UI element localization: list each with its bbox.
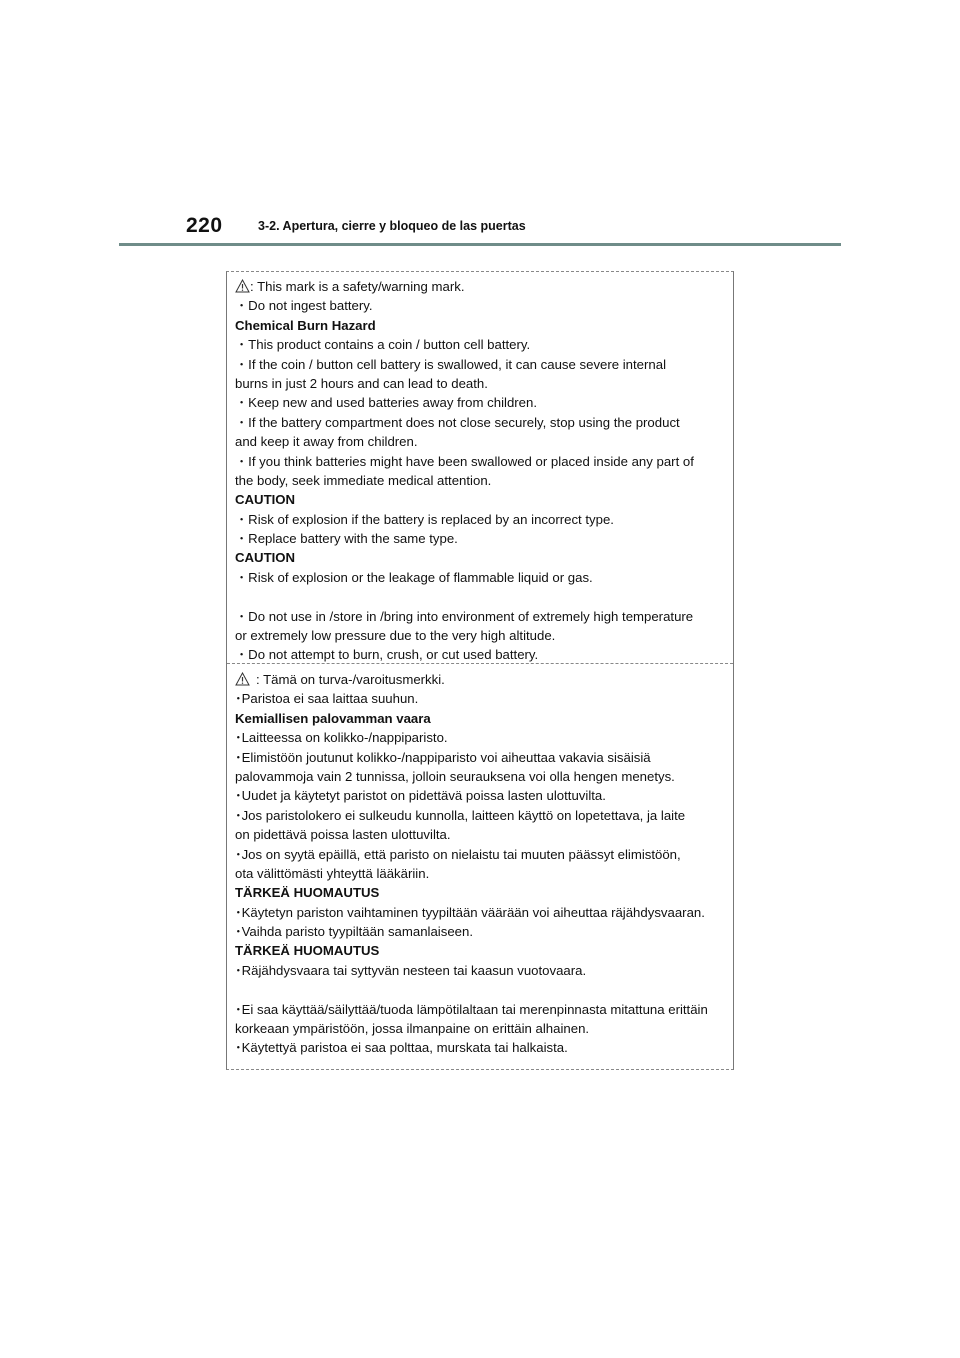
finnish-warning-mark-line [235, 670, 729, 689]
english-warning-block [235, 277, 729, 665]
finnish-heading: Kemiallisen palovamman vaara [235, 710, 431, 726]
finnish-line: ･Elimistöön joutunut kolikko-/nappiparisto voi aiheuttaa vakavia sisäisiä [235, 749, 651, 765]
finnish-line: ･Käytetyn pariston vaihtaminen tyypiltään väärään voi aiheuttaa räjähdysvaaran. [235, 904, 705, 920]
english-line: ・If the battery compartment does not close securely, stop using the product [235, 414, 680, 430]
finnish-line: korkeaan ympäristöön, jossa ilmanpaine on erittäin alhainen. [235, 1021, 590, 1037]
finnish-line: ･Laitteessa on kolikko-/nappiparisto. [235, 730, 448, 746]
english-blank-line [235, 587, 729, 606]
finnish-line: palovammoja vain 2 tunnissa, jolloin seurauksena voi olla hengen menetys. [235, 768, 675, 784]
finnish-blank-line [235, 980, 729, 999]
language-divider [227, 663, 733, 664]
warning-triangle-icon [235, 279, 250, 293]
finnish-warning-block [235, 670, 729, 1058]
finnish-line: ･Vaihda paristo tyypiltään samanlaiseen. [235, 924, 473, 940]
english-line: ・This product contains a coin / button cell battery. [235, 337, 531, 353]
english-line: ・Keep new and used batteries away from children. [235, 395, 538, 411]
finnish-line: ･Jos on syytä epäillä, että paristo on nielaistu tai muuten päässyt elimistöön, [235, 846, 681, 862]
section-title: 3-2. Apertura, cierre y bloqueo de las puertas [258, 219, 526, 233]
english-heading: CAUTION [235, 492, 296, 508]
finnish-line: ･Räjähdysvaara tai syttyvän nesteen tai kaasun vuotovaara. [235, 962, 587, 978]
english-warning-mark-text: : This mark is a safety/warning mark. [250, 279, 465, 294]
finnish-heading: TÄRKEÄ HUOMAUTUS [235, 885, 380, 901]
english-line: ・Risk of explosion or the leakage of flammable liquid or gas. [235, 569, 593, 585]
english-line: burns in just 2 hours and can lead to death. [235, 375, 488, 391]
finnish-line: ･Ei saa käyttää/säilyttää/tuoda lämpötilaltaan tai merenpinnasta mitattuna erittäin [235, 1001, 708, 1017]
english-heading: Chemical Burn Hazard [235, 317, 376, 333]
finnish-line: ota välittömästi yhteyttä lääkäriin. [235, 865, 430, 881]
english-line: ・Do not use in /store in /bring into environment of extremely high temperature [235, 608, 694, 624]
english-line: ・If you think batteries might have been swallowed or placed inside any part of [235, 453, 694, 469]
english-line: and keep it away from children. [235, 434, 418, 450]
battery-warning-box [226, 271, 734, 1070]
english-line: ・Replace battery with the same type. [235, 531, 458, 547]
english-warning-mark-line [235, 277, 729, 296]
english-heading: CAUTION [235, 550, 296, 566]
english-line: ・Do not ingest battery. [235, 298, 373, 314]
english-line: ・Risk of explosion if the battery is replaced by an incorrect type. [235, 511, 614, 527]
english-line: the body, seek immediate medical attention. [235, 472, 492, 488]
english-line: ・Do not attempt to burn, crush, or cut used battery. [235, 647, 539, 663]
english-line: or extremely low pressure due to the very high altitude. [235, 628, 556, 644]
finnish-heading: TÄRKEÄ HUOMAUTUS [235, 943, 380, 959]
english-line: ・If the coin / button cell battery is swallowed, it can cause severe internal [235, 356, 667, 372]
header-rule [119, 243, 841, 246]
finnish-line: ･Uudet ja käytetyt paristot on pidettävä poissa lasten ulottuvilta. [235, 788, 606, 804]
finnish-line: ･Paristoa ei saa laittaa suuhun. [235, 691, 419, 707]
finnish-line: ･Jos paristolokero ei sulkeudu kunnolla, laitteen käyttö on lopetettava, ja laite [235, 807, 686, 823]
page-number: 220 [186, 214, 223, 237]
finnish-warning-mark-text: : Tämä on turva-/varoitusmerkki. [256, 672, 445, 687]
finnish-line: ･Käytettyä paristoa ei saa polttaa, murskata tai halkaista. [235, 1040, 568, 1056]
warning-triangle-icon [235, 672, 250, 686]
finnish-line: on pidettävä poissa lasten ulottuvilta. [235, 827, 451, 843]
